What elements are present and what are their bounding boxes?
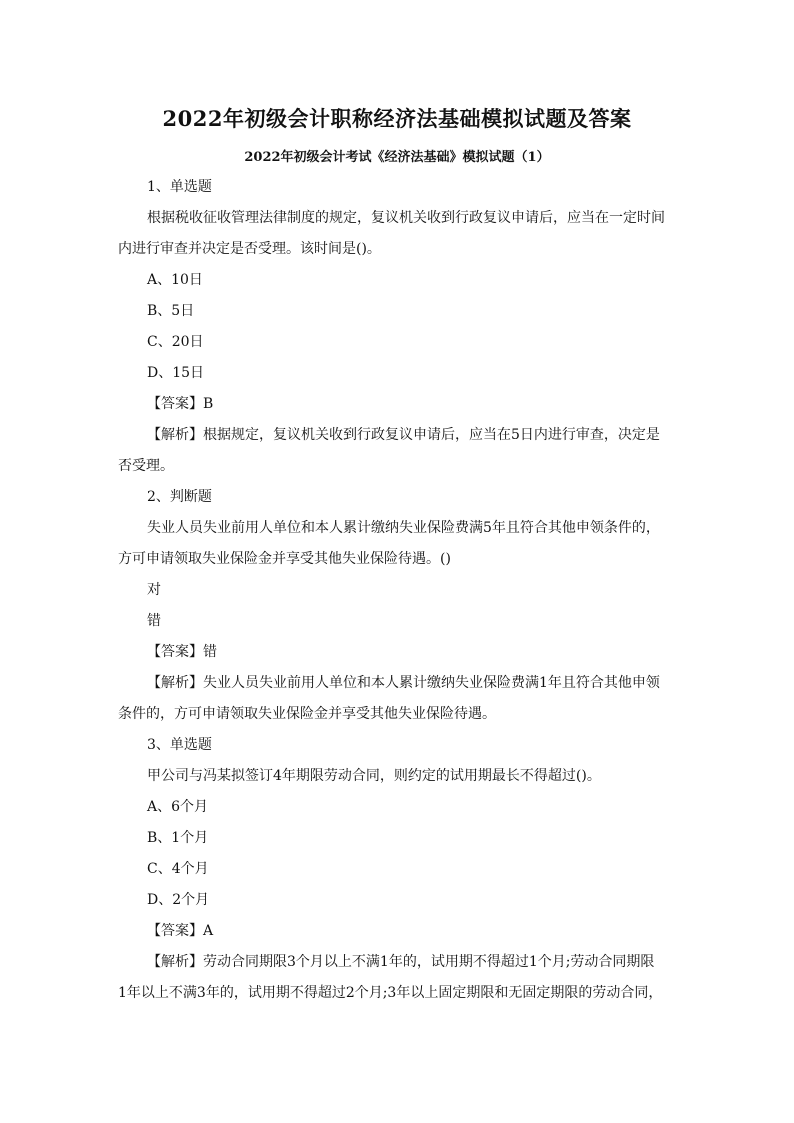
q1-analysis-line1: 【解析】根据规定，复议机关收到行政复议申请后，应当在5日内进行审查，决定是 bbox=[147, 427, 660, 443]
q2-header: 2、判断题 bbox=[147, 489, 212, 505]
document-title: 2022年初级会计职称经济法基础模拟试题及答案 bbox=[162, 106, 632, 131]
q1-header: 1、单选题 bbox=[147, 179, 212, 195]
q2-analysis-line2: 条件的，方可申请领取失业保险金并享受其他失业保险待遇。 bbox=[118, 706, 496, 722]
document-subtitle: 2022年初级会计考试《经济法基础》模拟试题（1） bbox=[244, 150, 550, 165]
q1-option-d: D、15日 bbox=[147, 365, 205, 381]
q2-stem-line1: 失业人员失业前用人单位和本人累计缴纳失业保险费满5年且符合其他申领条件的， bbox=[147, 520, 660, 536]
q3-analysis-line1: 【解析】劳动合同期限3个月以上不满1年的，试用期不得超过1个月;劳动合同期限 bbox=[147, 954, 655, 970]
q1-analysis-line2: 否受理。 bbox=[118, 458, 174, 474]
q3-option-c: C、4个月 bbox=[147, 861, 209, 877]
q3-option-d: D、2个月 bbox=[147, 892, 210, 908]
q1-answer: 【答案】B bbox=[147, 396, 214, 412]
q3-option-a: A、6个月 bbox=[147, 799, 209, 815]
q2-analysis-line1: 【解析】失业人员失业前用人单位和本人累计缴纳失业保险费满1年且符合其他申领 bbox=[147, 675, 660, 691]
q2-option-true: 对 bbox=[147, 582, 161, 598]
q3-answer: 【答案】A bbox=[147, 923, 214, 939]
q2-answer: 【答案】错 bbox=[147, 644, 217, 660]
q2-option-false: 错 bbox=[147, 613, 161, 629]
q2-stem-line2: 方可申请领取失业保险金并享受其他失业保险待遇。() bbox=[118, 551, 451, 567]
q3-header: 3、单选题 bbox=[147, 737, 212, 753]
q1-option-c: C、20日 bbox=[147, 334, 204, 350]
q1-option-b: B、5日 bbox=[147, 303, 195, 319]
q1-stem-line2: 内进行审查并决定是否受理。该时间是()。 bbox=[118, 241, 381, 257]
q3-option-b: B、1个月 bbox=[147, 830, 209, 846]
q1-stem-line1: 根据税收征收管理法律制度的规定，复议机关收到行政复议申请后，应当在一定时间 bbox=[147, 210, 665, 226]
q1-option-a: A、10日 bbox=[147, 272, 203, 288]
q3-stem-line1: 甲公司与冯某拟签订4年期限劳动合同，则约定的试用期最长不得超过()。 bbox=[147, 768, 601, 784]
q3-analysis-line2: 1年以上不满3年的，试用期不得超过2个月;3年以上固定期限和无固定期限的劳动合同， bbox=[118, 985, 663, 1001]
